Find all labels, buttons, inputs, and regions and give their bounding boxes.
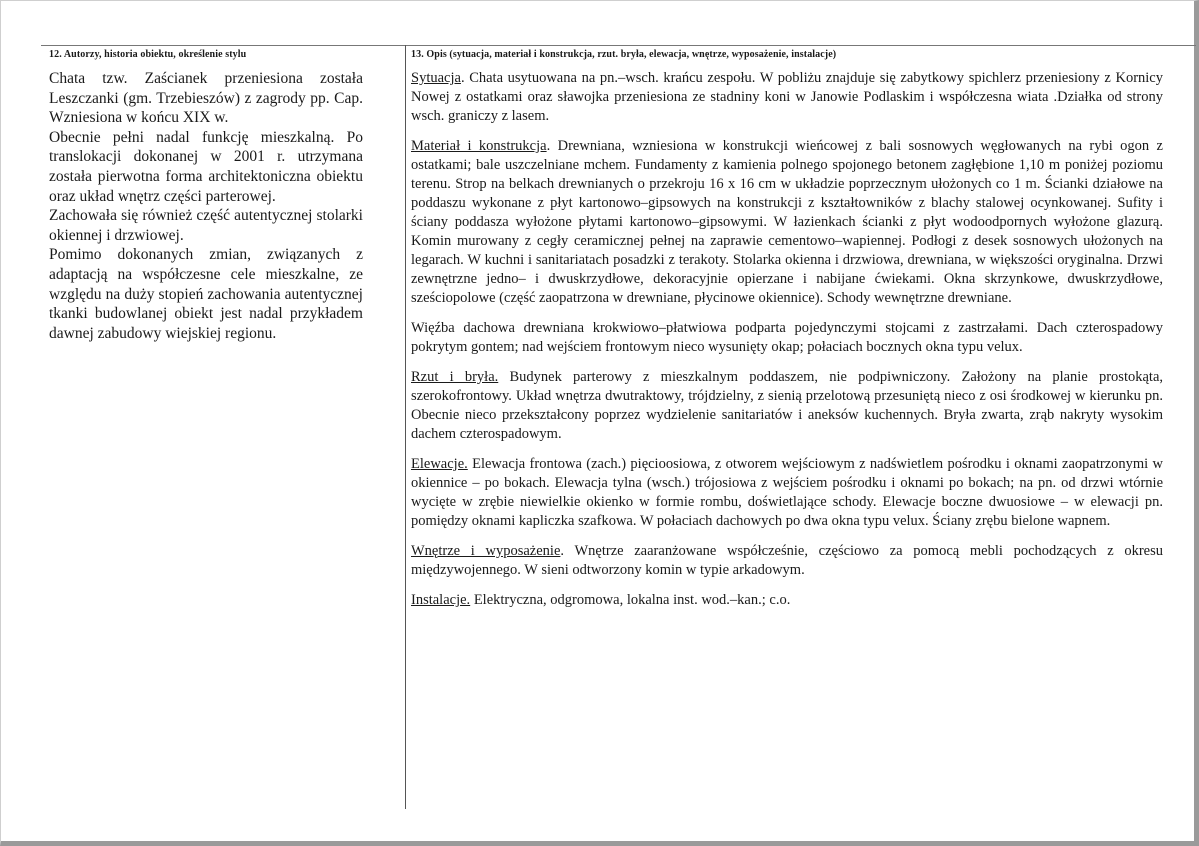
section-text: Elewacja frontowa (zach.) pięcioosiowa, z otworem wejściowym z nadświetlem pośrodku i oknami zaopatrzonymi w okiennice – po bokach. Elewacja tylna (wsch.) trójosiowa z wejściem pośrodku i oknami po bokach; na pn. od drzwi wtórnie wycięte w zrębie niewielkie okienko w formie rombu, doświetlające schody. Elewacje boczne dwuosiowe – w elewacji pn. pomiędzy oknami kapliczka szafkowa. W połaciach dachowych po dwa okna typu velux. Ściany zrębu bielone wapnem. <box>411 456 1163 529</box>
section-label: Instalacje. <box>411 592 471 608</box>
left-heading: 12. Autorzy, historia obiektu, określenie stylu <box>49 49 247 60</box>
section-label: Rzut i bryła. <box>411 369 499 385</box>
left-top-rule <box>41 45 405 46</box>
section-label: Sytuacja <box>411 70 461 86</box>
section-wiezba <box>411 319 1163 357</box>
left-paragraph: Chata tzw. Zaścianek przeniesiona została Leszczanki (gm. Trzebieszów) z zagrody pp. Cap. Wzniesiona w końcu XIX w. <box>49 70 363 127</box>
section-rzut <box>411 368 1163 444</box>
section-label: Wnętrze i wyposażenie <box>411 543 561 559</box>
section-text: . Wnętrze zaaranżowane współcześnie, częściowo za pomocą mebli pochodzących z okresu międzywojennego. W sieni odtworzony komin w typie arkadowym. <box>411 543 1164 578</box>
section-text: Więźba dachowa drewniana krokwiowo–płatwiowa podparta pojedynczymi stojcami z zastrzałami. Dach czterospadowy pokrytym gontem; nad wejściem frontowym nieco wysunięty okap; połaciach bocznych okna typu velux. <box>411 320 1163 355</box>
section-text: . Chata usytuowana na pn.–wsch. krańcu zespołu. W pobliżu znajduje się zabytkowy spichlerz przeniesiony z Kornicy Nowej z ostatkami oraz sławojka przeniesiona ze stadniny koni w Janowie Podlaskim i współczesna wiata .Działka od strony wsch. graniczy z lasem. <box>411 70 1163 124</box>
right-column <box>411 49 1163 621</box>
left-paragraph: Zachowała się również część autentycznej stolarki okiennej i drzwiowej. <box>49 207 363 244</box>
section-label: Materiał i konstrukcja <box>411 138 547 154</box>
section-text: Elektryczna, odgromowa, lokalna inst. wod.–kan.; c.o. <box>470 592 791 608</box>
section-elewacje <box>411 455 1163 531</box>
section-label: Elewacje. <box>411 456 468 472</box>
left-paragraph: Obecnie pełni nadal funkcję mieszkalną. Po translokacji dokonanej w 2001 r. utrzymana została pierwotna forma architektoniczna obiektu oraz układ wnętrz części parterowej. <box>49 128 363 205</box>
section-material <box>411 137 1163 308</box>
left-column <box>49 49 363 343</box>
left-body <box>49 69 363 343</box>
section-instalacje <box>411 591 1163 610</box>
section-text: Budynek parterowy z mieszkalnym poddaszem, nie podpiwniczony. Założony na planie prostokąta, szerokofrontowy. Układ wnętrza dwutraktowy, trójdzielny, z sienią przelotową przesuniętą nieco z osi środkowej w kierunku pn. Obecnie nieco przekształcony poprzez wydzielenie sanitariatów i aneksów kuchennych. Bryła zwarta, zrąb nakryty wysokim dachem czterospadowym. <box>411 369 1164 442</box>
section-sytuacja <box>411 69 1163 126</box>
left-paragraph: Pomimo dokonanych zmian, związanych z adaptacją na współczesne cele mieszkalne, ze względu na duży stopień zachowania autentycznej tkanki budowlanej obiekt jest nadal przykładem dawnej zabudowy wiejskiej regionu. <box>49 246 363 342</box>
column-divider <box>405 45 406 809</box>
right-top-rule <box>406 45 1196 46</box>
section-text: . Drewniana, wzniesiona w konstrukcji wieńcowej z bali sosnowych węgłowanych na rybi ogon z ostatkami; bale uszczelniane mchem. Fundamenty z kamienia polnego spojonego betonem zagłębione 1,10 m poniżej poziomu terenu. Strop na belkach drewnianych o przekroju 16 x 16 cm w układzie poprzecznym ułożonych co 1 m. Ścianki działowe na poddaszu wykonane z płyt kartonowo–gipsowych na konstrukcji z kształtowników z blachy stalowej ocynkowanej. Sufity i ściany poddasza wyłożone płytami kartonowo–gipsowymi. W łazienkach ścianki z płyt wodoodpornych wyłożone glazurą. Komin murowany z cegły ceramicznej pełnej na zaprawie cementowo–wapiennej. Podłogi z desek sosnowych ułożonych na legarach. W kuchni i sanitariatach posadzki z terakoty. Stolarka okienna i drzwiowa, drewniana, w większości oryginalna. Drzwi zewnętrzne jedno– i dwuskrzydłowe, dekoracyjnie opierzane i nabijane ćwiekami. Okna skrzynkowe, dwuskrzydłowe, sześciopolowe (część zaopatrzona w drewniane, płycinowe okiennice). Schody wewnętrzne drewniane. <box>411 138 1163 306</box>
right-heading: 13. Opis (sytuacja, materiał i konstrukcja, rzut. bryła, elewacja, wnętrze, wyposażenie, instalacje) <box>411 49 837 60</box>
section-wnetrze <box>411 542 1163 580</box>
